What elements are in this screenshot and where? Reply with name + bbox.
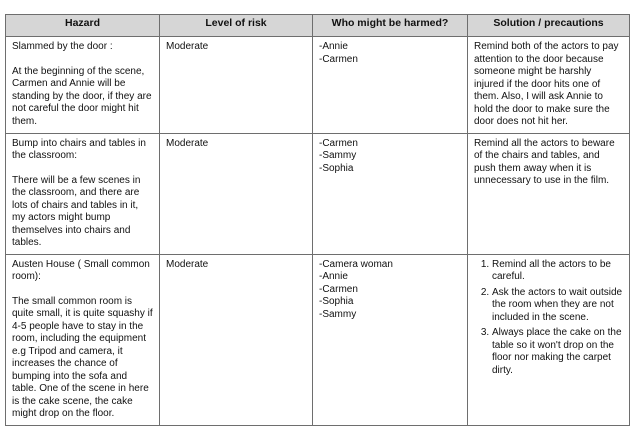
header-hazard: Hazard xyxy=(6,15,160,37)
hazard-cell xyxy=(6,254,160,425)
table-row xyxy=(6,254,630,425)
hazard-title: Austen House ( Small common room): xyxy=(12,258,150,282)
table-header-row xyxy=(6,15,630,37)
harmed-person: -Carmen xyxy=(319,283,358,295)
harmed-person: -Sammy xyxy=(319,150,357,161)
header-who-might-be-harmed: Who might be harmed? xyxy=(313,15,468,37)
solution-cell: Remind all the actors to beware of the chairs and tables, and push them away when it is unnecessary to use in the film. xyxy=(468,133,630,254)
hazard-detail: At the beginning of the scene, Carmen and Annie will be standing by the door, if they are not careful the door might hit them. xyxy=(12,65,152,127)
risk-level-cell: Moderate xyxy=(160,254,313,425)
hazard-cell xyxy=(6,133,160,254)
risk-assessment-table xyxy=(5,14,630,426)
harmed-person: -Carmen xyxy=(319,137,358,149)
solution-cell: Remind both of the actors to pay attention to the door because someone might be harshly injured if the door hits one of them. Also, I will ask Annie to hold the door to make sure the door does not hit her. xyxy=(468,37,630,134)
hazard-cell xyxy=(6,37,160,134)
harmed-person: -Camera woman xyxy=(319,258,393,270)
harmed-person: -Carmen xyxy=(319,53,358,65)
harmed-person: -Annie xyxy=(319,41,348,52)
solution-steps-list xyxy=(474,259,624,378)
harmed-cell xyxy=(313,133,468,254)
solution-step: 2. Ask the actors to wait outside the room when they are not included in the scene. xyxy=(492,287,624,325)
harmed-cell xyxy=(313,37,468,134)
hazard-detail: The small common room is quite small, it is quite squashy if 4-5 people have to stay in the room, including the equipment e.g Tripod and camera, it increases the chance of bumping into the sofa and table. One of the scene in here is the cake scene, the cake might drop on the floor. xyxy=(12,295,153,419)
header-level-of-risk: Level of risk xyxy=(160,15,313,37)
solution-step: 3. Always place the cake on the table so it won't drop on the floor nor making the carpet dirty. xyxy=(492,327,624,377)
hazard-detail: There will be a few scenes in the classroom, and there are lots of chairs and tables in it, my actors might bump themselves into chairs and tables. xyxy=(12,174,141,248)
hazard-title: Bump into chairs and tables in the classroom: xyxy=(12,137,146,161)
harmed-cell xyxy=(313,254,468,425)
harmed-person: -Sammy xyxy=(319,308,357,320)
risk-level-cell: Moderate xyxy=(160,37,313,134)
table-row xyxy=(6,133,630,254)
harmed-person: -Sophia xyxy=(319,162,354,174)
harmed-person: -Sophia xyxy=(319,296,354,307)
table-row xyxy=(6,37,630,134)
header-solution-precautions: Solution / precautions xyxy=(468,15,630,37)
harmed-person: -Annie xyxy=(319,271,348,282)
hazard-title: Slammed by the door : xyxy=(12,41,113,52)
risk-level-cell: Moderate xyxy=(160,133,313,254)
solution-cell xyxy=(468,254,630,425)
solution-step: 1. Remind all the actors to be careful. xyxy=(492,259,624,284)
